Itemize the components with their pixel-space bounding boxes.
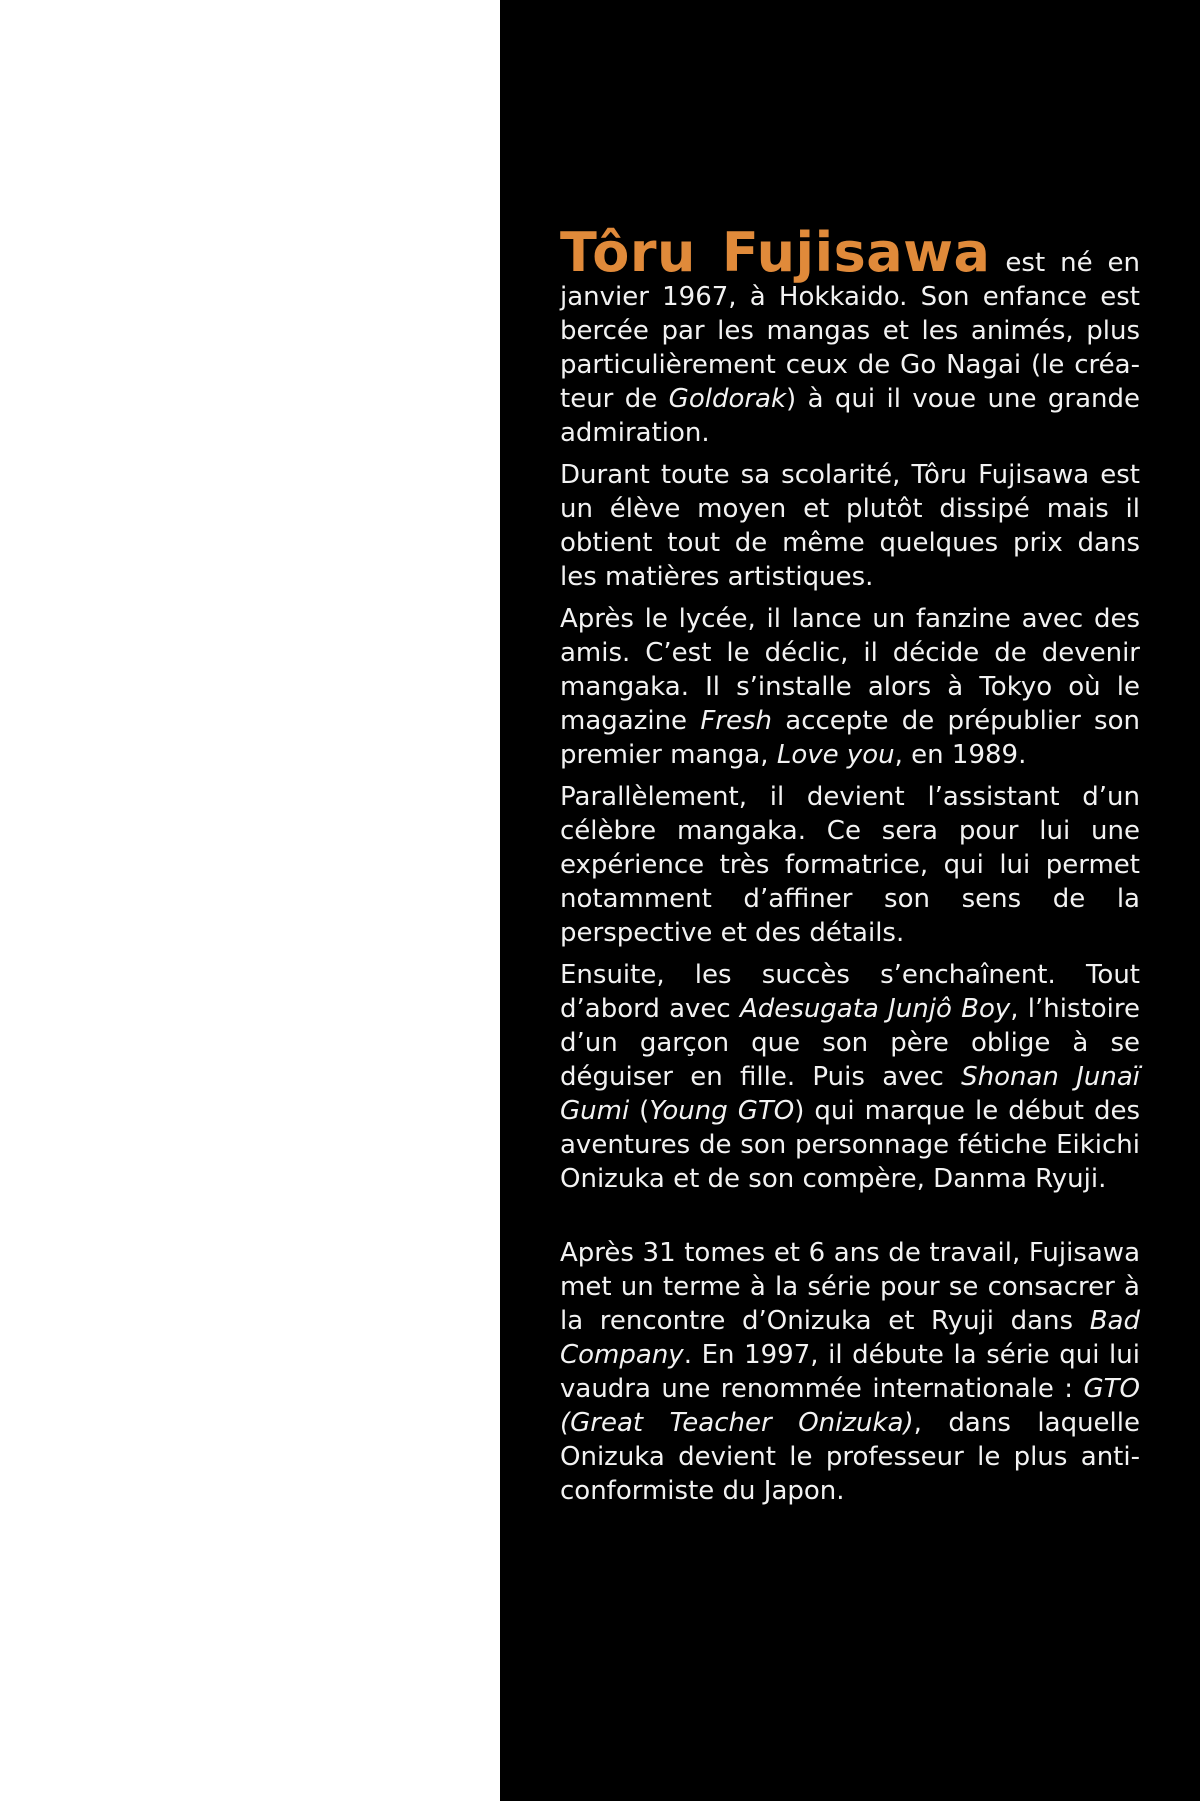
bio-title-italic: Fresh xyxy=(700,706,772,736)
bio-text: Ensuite, les succès s’enchaînent. Tout d’abord avec xyxy=(560,960,1140,1024)
bio-text: Parallèlement, il devient l’assistant d’un célèbre mangaka. Ce sera pour lui une expérience très formatrice, qui lui permet notamment d’affiner son sens de la perspective et des détails. xyxy=(560,782,1140,948)
bio-paragraph-4 xyxy=(560,780,1140,950)
bio-text: Durant toute sa scolarité, Tôru Fujisawa est un élève moyen et plutôt dissipé mais il obtient tout de même quelques prix dans les matières artistiques. xyxy=(560,460,1140,592)
bio-text: , dans laquelle Onizuka devient le professeur le plus anticonformiste du Japon. xyxy=(560,1408,1140,1506)
bio-paragraph-3 xyxy=(560,602,1140,772)
bio-title-italic: Love you xyxy=(776,740,895,770)
bio-text: Après le lycée, il lance un fanzine avec des amis. C’est le déclic, il décide de devenir mangaka. Il s’installe alors à Tokyo où le magazine xyxy=(560,604,1140,736)
bio-text: ( xyxy=(629,1096,650,1126)
bio-paragraph-5 xyxy=(560,958,1140,1196)
bio-paragraph-6 xyxy=(560,1236,1140,1508)
bio-title-italic: Shonan Junaï Gumi xyxy=(560,1062,1140,1126)
bio-title-italic: Bad Company xyxy=(560,1306,1140,1370)
bio-title-italic: GTO (Great Teacher Onizuka) xyxy=(560,1374,1140,1438)
bio-text: Après 31 tomes et 6 ans de travail, Fujisawa met un terme à la série pour se consacrer à la rencontre d’Onizuka et Ryuji dans xyxy=(560,1238,1140,1336)
author-name: Tôru Fujisawa xyxy=(560,221,991,284)
bio-text: . En 1997, il débute la série qui lui vaudra une renommée internationale : xyxy=(560,1340,1140,1404)
bio-text: ) qui marque le début des aventures de son personnage fétiche Eikichi Onizuka et de son compère, Danma Ryuji. xyxy=(560,1096,1140,1194)
bio-title-italic: Adesugata Junjô Boy xyxy=(739,994,1011,1024)
bio-text: accepte de prépublier son premier manga, xyxy=(560,706,1140,770)
bio-text: est né en janvier 1967, à Hokkaido. Son enfance est bercée par les mangas et les animés, plus particulièrement ceux de Go Nagai (le créateur de xyxy=(560,248,1140,414)
bio-title-italic: Young GTO xyxy=(649,1096,795,1126)
bio-text: , en 1989. xyxy=(894,740,1027,770)
bio-text: ) à qui il voue une grande admiration. xyxy=(560,384,1140,448)
bio-title-italic: Goldorak xyxy=(668,384,787,414)
author-biography xyxy=(560,221,1140,1516)
bio-paragraph-1 xyxy=(560,221,1140,450)
bio-text: , l’histoire d’un garçon que son père oblige à se déguiser en fille. Puis avec xyxy=(560,994,1140,1092)
bio-paragraph-2 xyxy=(560,458,1140,594)
